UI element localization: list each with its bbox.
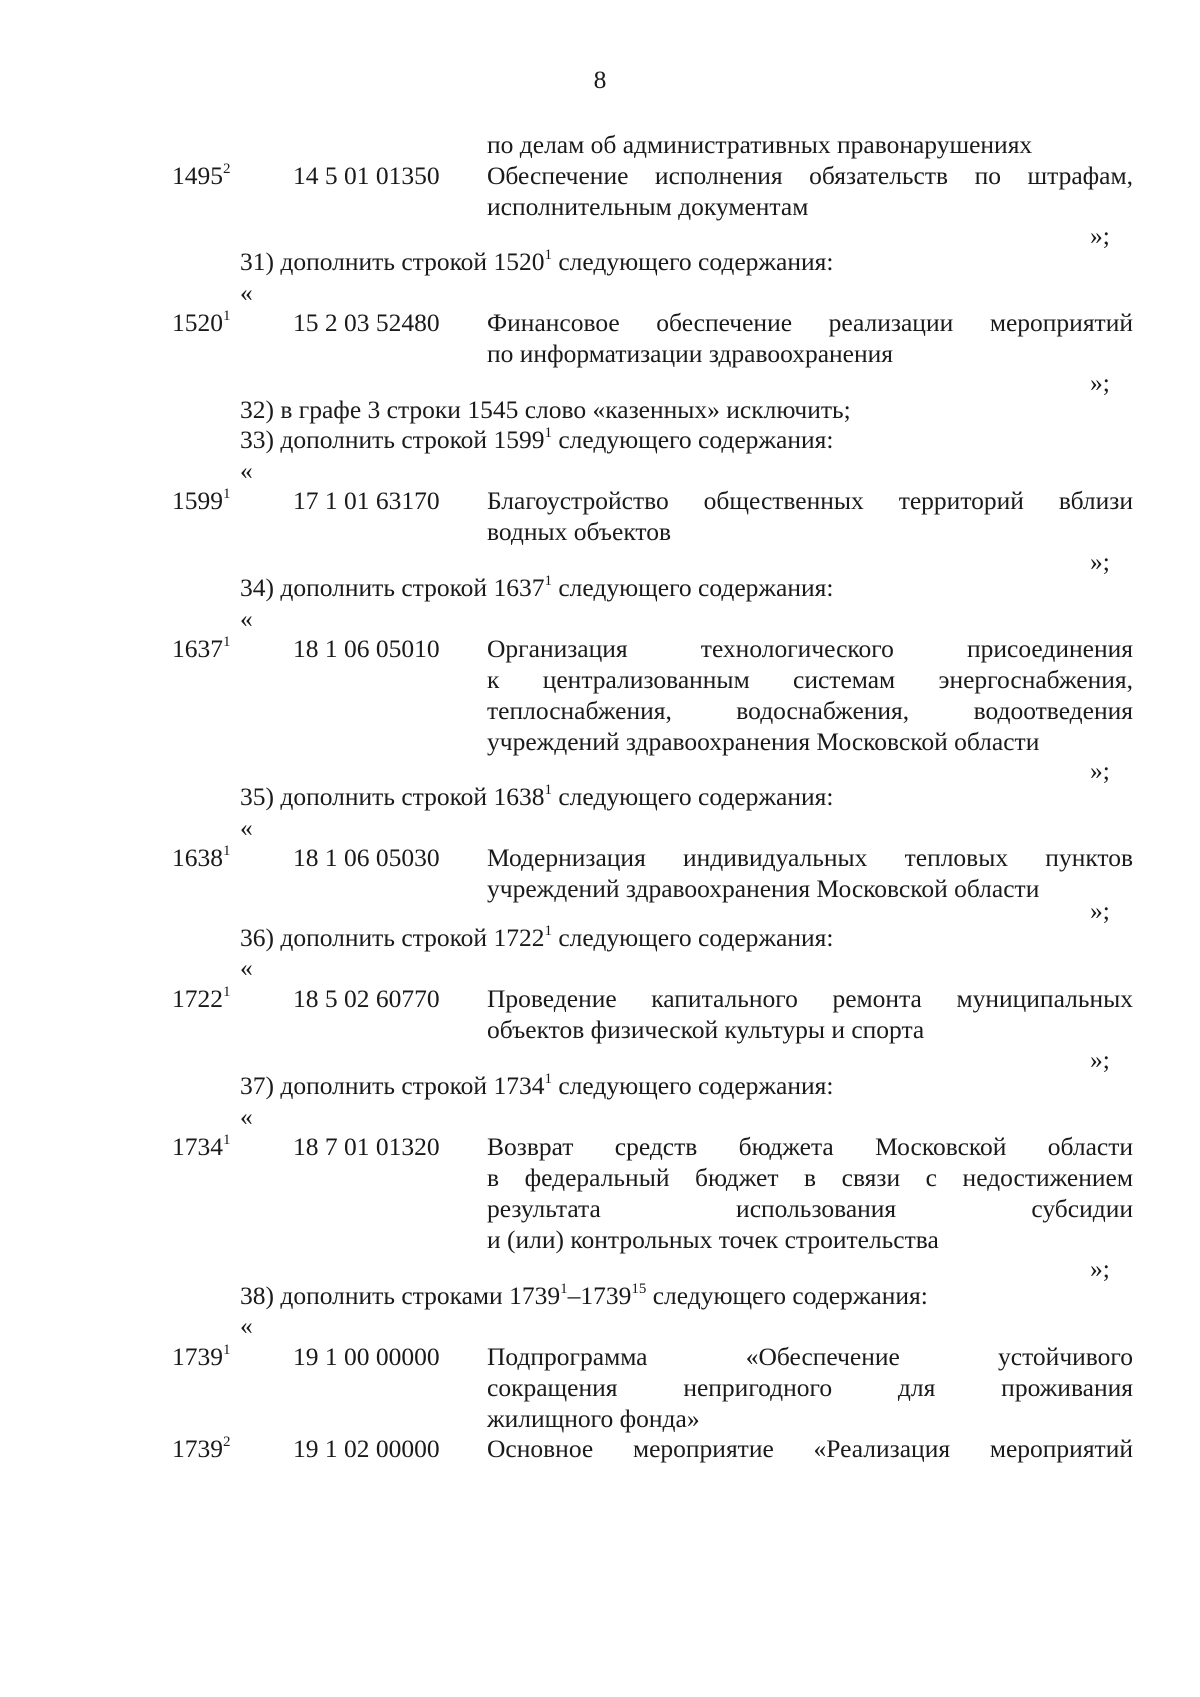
close-quote: »; bbox=[1090, 368, 1110, 397]
close-quote: »; bbox=[1090, 756, 1110, 785]
amendment-paragraph: 31) дополнить строкой 1520$^1$ следующего содержания: bbox=[240, 246, 834, 276]
row-description: Финансовое обеспечение реализации мероприятий по информатизации здравоохранения bbox=[487, 308, 1133, 368]
row-number: 1638$^1$ bbox=[172, 842, 231, 872]
amendment-paragraph: 35) дополнить строкой 1638$^1$ следующего содержания: bbox=[240, 781, 834, 811]
row-code: 14 5 01 01350 bbox=[293, 161, 440, 190]
row-code: 19 1 02 00000 bbox=[293, 1434, 440, 1463]
continuation-text: по делам об административных правонарушениях bbox=[487, 130, 1033, 159]
amendment-paragraph: 37) дополнить строкой 1734$^1$ следующего содержания: bbox=[240, 1070, 834, 1100]
open-quote: « bbox=[240, 953, 253, 982]
row-number: 1495$^2$ bbox=[172, 160, 231, 190]
row-code: 18 5 02 60770 bbox=[293, 984, 440, 1013]
row-number: 1734$^1$ bbox=[172, 1131, 231, 1161]
amendment-paragraph: 38) дополнить строками 1739$^1$–1739$^{15}$ следующего содержания: bbox=[240, 1280, 928, 1310]
page-number: 8 bbox=[593, 65, 607, 94]
row-description: Организация технологического присоединения к централизованным системам энергоснабжения, теплоснабжения, водоснабжения, водоотведения учреждений здравоохранения Московской области bbox=[487, 634, 1133, 756]
close-quote: »; bbox=[1090, 547, 1110, 576]
amendment-paragraph: 32) в графе 3 строки 1545 слово «казенных» исключить; bbox=[240, 395, 851, 424]
row-description: Проведение капитального ремонта муниципальных объектов физической культуры и спорта bbox=[487, 984, 1133, 1044]
open-quote: « bbox=[240, 813, 253, 842]
row-description: Модернизация индивидуальных тепловых пунктов учреждений здравоохранения Московской области bbox=[487, 843, 1133, 903]
row-code: 15 2 03 52480 bbox=[293, 308, 440, 337]
row-code: 19 1 00 00000 bbox=[293, 1342, 440, 1371]
open-quote: « bbox=[240, 1102, 253, 1131]
open-quote: « bbox=[240, 278, 253, 307]
row-number: 1739$^2$ bbox=[172, 1433, 231, 1463]
row-number: 1722$^1$ bbox=[172, 983, 231, 1013]
row-number: 1520$^1$ bbox=[172, 307, 231, 337]
row-number: 1739$^1$ bbox=[172, 1341, 231, 1371]
amendment-paragraph: 33) дополнить строкой 1599$^1$ следующего содержания: bbox=[240, 424, 834, 454]
row-code: 18 1 06 05030 bbox=[293, 843, 440, 872]
amendment-paragraph: 34) дополнить строкой 1637$^1$ следующего содержания: bbox=[240, 572, 834, 602]
close-quote: »; bbox=[1090, 896, 1110, 925]
open-quote: « bbox=[240, 456, 253, 485]
open-quote: « bbox=[240, 604, 253, 633]
close-quote: »; bbox=[1090, 1254, 1110, 1283]
open-quote: « bbox=[240, 1311, 253, 1340]
row-description: Основное мероприятие «Реализация мероприятий bbox=[487, 1434, 1133, 1463]
close-quote: »; bbox=[1090, 1045, 1110, 1074]
row-description: Благоустройство общественных территорий вблизи водных объектов bbox=[487, 486, 1133, 546]
close-quote: »; bbox=[1090, 221, 1110, 250]
row-code: 17 1 01 63170 bbox=[293, 486, 440, 515]
row-number: 1599$^1$ bbox=[172, 485, 231, 515]
row-description: Возврат средств бюджета Московской области в федеральный бюджет в связи с недостижением результата использования субсидии и (или) контрольных точек строительства bbox=[487, 1132, 1133, 1254]
row-description: Обеспечение исполнения обязательств по штрафам, исполнительным документам bbox=[487, 161, 1133, 221]
amendment-paragraph: 36) дополнить строкой 1722$^1$ следующего содержания: bbox=[240, 922, 834, 952]
row-number: 1637$^1$ bbox=[172, 633, 231, 663]
row-code: 18 1 06 05010 bbox=[293, 634, 440, 663]
row-description: Подпрограмма «Обеспечение устойчивого сокращения непригодного для проживания жилищного фонда» bbox=[487, 1342, 1133, 1433]
row-code: 18 7 01 01320 bbox=[293, 1132, 440, 1161]
